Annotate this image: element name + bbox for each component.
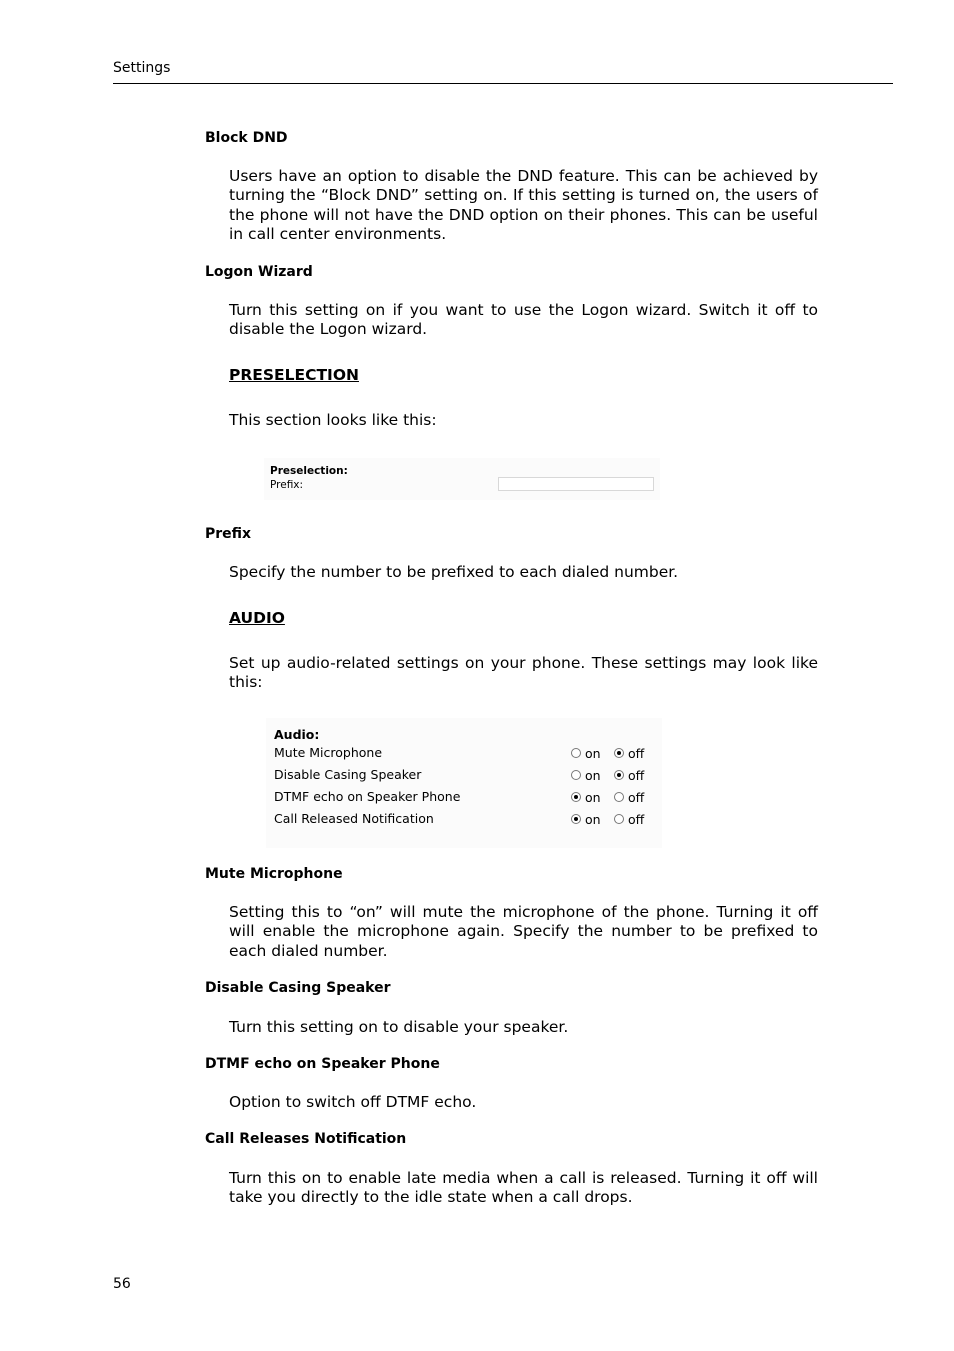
radio-on-icon[interactable]	[571, 792, 581, 802]
radio-option-on[interactable]	[571, 812, 601, 827]
radio-option-off[interactable]	[614, 790, 644, 805]
heading-logon-wizard: Logon Wizard	[205, 264, 313, 280]
running-header: Settings	[113, 60, 171, 76]
audio-shot-title: Audio:	[274, 727, 320, 742]
radio-option-on[interactable]	[571, 746, 601, 761]
section-title-audio: AUDIO	[229, 609, 285, 627]
off-label: off	[628, 768, 645, 783]
heading-mute-microphone: Mute Microphone	[205, 866, 343, 882]
audio-row-label: DTMF echo on Speaker Phone	[274, 789, 461, 804]
off-label: off	[628, 746, 645, 761]
heading-dtmf-echo: DTMF echo on Speaker Phone	[205, 1056, 440, 1072]
audio-row-call-released-notification	[274, 811, 659, 831]
radio-option-off[interactable]	[614, 768, 644, 783]
radio-option-on[interactable]	[571, 790, 601, 805]
preselection-screenshot	[264, 458, 660, 500]
section-title-preselection: PRESELECTION	[229, 366, 359, 384]
on-label: on	[585, 790, 601, 805]
heading-call-releases-notification: Call Releases Notification	[205, 1131, 407, 1147]
prefix-label: Prefix:	[270, 479, 304, 491]
heading-disable-casing-speaker: Disable Casing Speaker	[205, 980, 391, 996]
heading-block-dnd: Block DND	[205, 130, 288, 146]
prefix-input[interactable]	[498, 477, 654, 491]
radio-on-icon[interactable]	[571, 748, 581, 758]
audio-row-dtmf-echo	[274, 789, 659, 809]
page-number: 56	[113, 1276, 131, 1292]
paragraph-prefix: Specify the number to be prefixed to each dialed number.	[229, 563, 679, 581]
paragraph-mute-microphone: Setting this to “on” will mute the microphone of the phone. Turning it off will enable the microphone again. Specify the number to be prefixed to each dialed number.	[229, 903, 818, 960]
audio-row-disable-casing-speaker	[274, 767, 659, 787]
radio-on-icon[interactable]	[571, 770, 581, 780]
radio-off-icon[interactable]	[614, 814, 624, 824]
radio-option-on[interactable]	[571, 768, 601, 783]
radio-off-icon[interactable]	[614, 748, 624, 758]
radio-off-icon[interactable]	[614, 770, 624, 780]
radio-option-off[interactable]	[614, 746, 644, 761]
preselection-shot-title: Preselection:	[270, 465, 348, 477]
audio-screenshot	[266, 718, 662, 848]
radio-option-off[interactable]	[614, 812, 644, 827]
paragraph-preselection-intro: This section looks like this:	[229, 411, 437, 429]
off-label: off	[628, 790, 645, 805]
on-label: on	[585, 812, 601, 827]
paragraph-block-dnd: Users have an option to disable the DND feature. This can be achieved by turning the “Block DND” setting on. If this setting is turned on, the users of the phone will not have the DND option on their phones. This can be useful in call center environments.	[229, 167, 818, 243]
heading-prefix: Prefix	[205, 526, 252, 542]
paragraph-audio-intro: Set up audio-related settings on your phone. These settings may look like this:	[229, 654, 818, 692]
on-label: on	[585, 768, 601, 783]
header-rule	[113, 83, 893, 84]
paragraph-logon-wizard: Turn this setting on if you want to use the Logon wizard. Switch it off to disable the Logon wizard.	[229, 301, 818, 339]
off-label: off	[628, 812, 645, 827]
paragraph-call-releases-notification: Turn this on to enable late media when a call is released. Turning it off will take you directly to the idle state when a call drops.	[229, 1169, 818, 1207]
paragraph-disable-casing-speaker: Turn this setting on to disable your speaker.	[229, 1018, 569, 1036]
paragraph-dtmf-echo: Option to switch off DTMF echo.	[229, 1093, 477, 1111]
on-label: on	[585, 746, 601, 761]
audio-row-label: Mute Microphone	[274, 745, 383, 760]
audio-row-label: Call Released Notification	[274, 811, 434, 826]
audio-row-label: Disable Casing Speaker	[274, 767, 422, 782]
audio-row-mute-microphone	[274, 745, 659, 765]
radio-on-icon[interactable]	[571, 814, 581, 824]
radio-off-icon[interactable]	[614, 792, 624, 802]
